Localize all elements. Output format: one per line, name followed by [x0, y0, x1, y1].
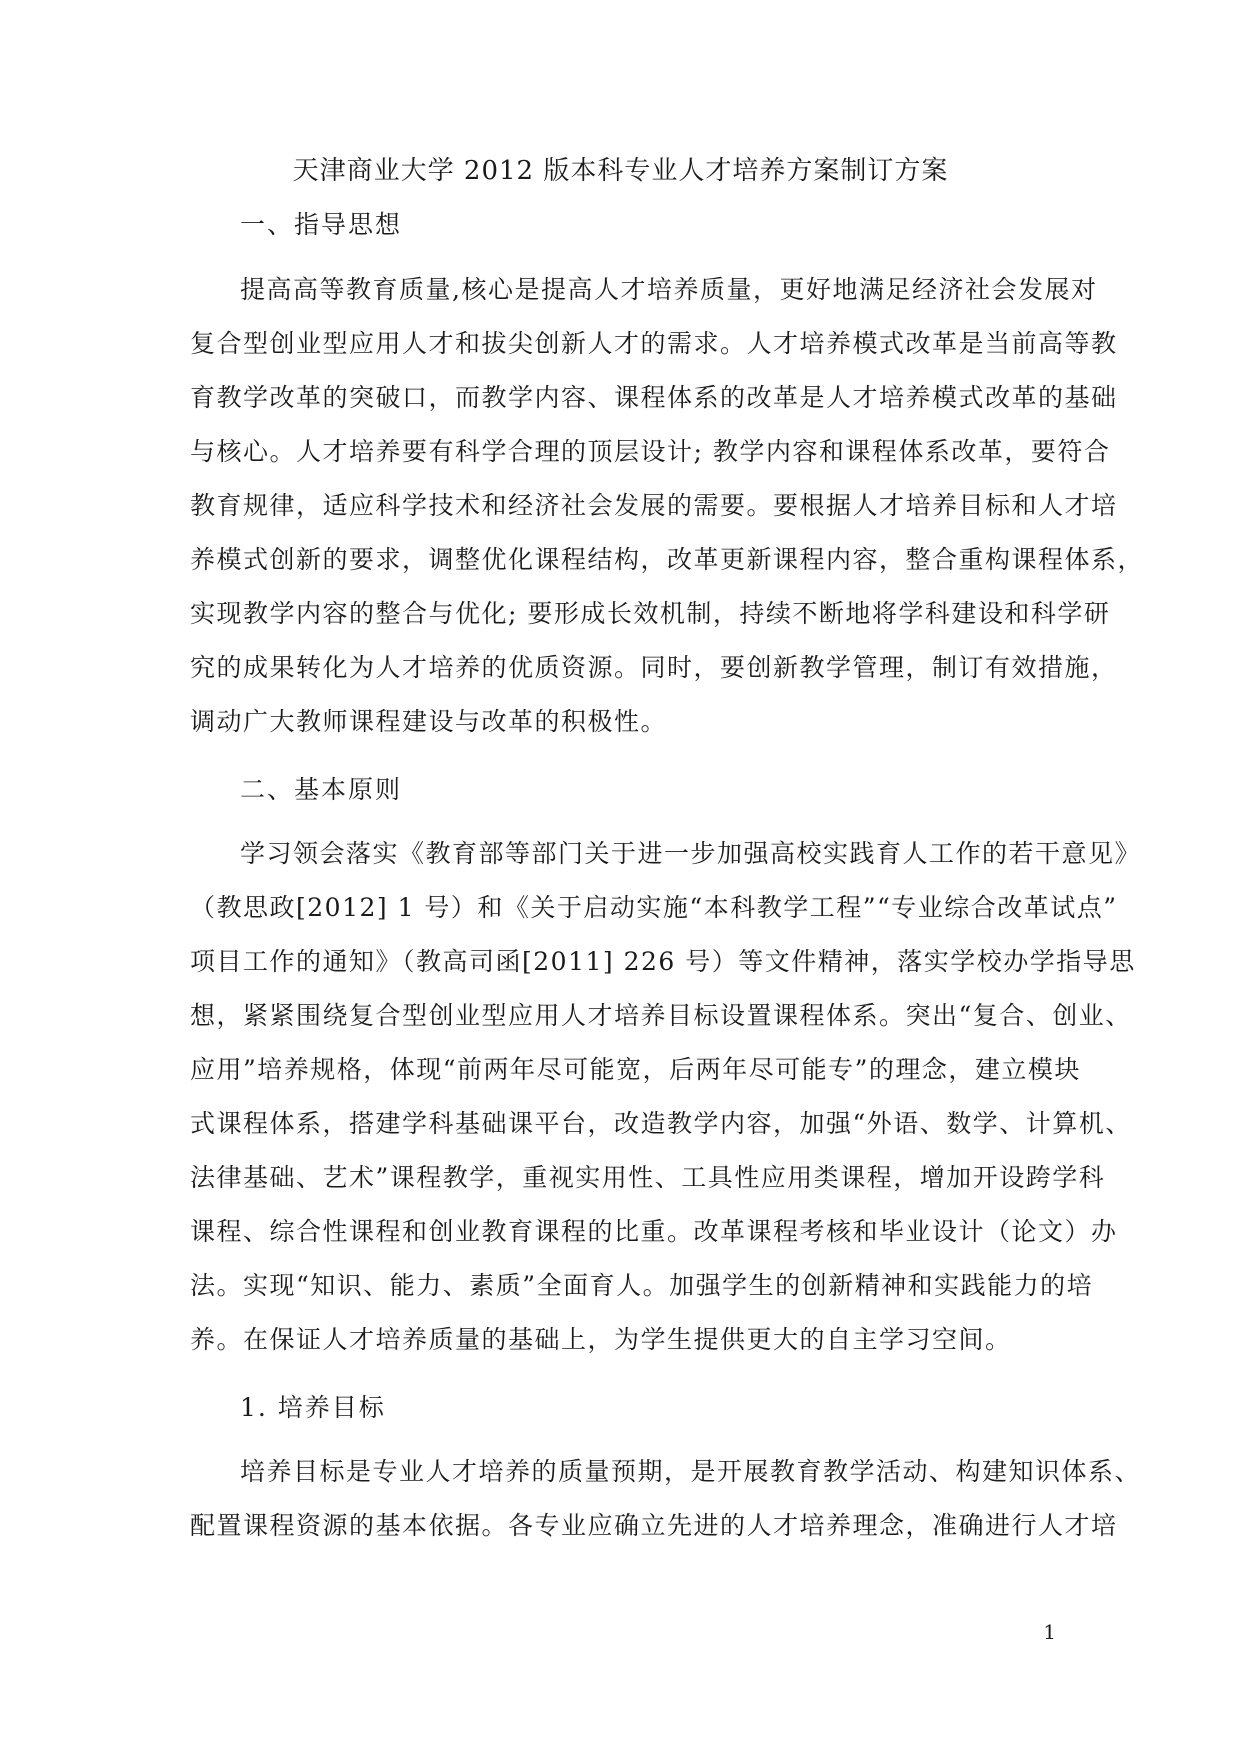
section-body-training-goals: [190, 1445, 1142, 1553]
paragraph-line: 养。在保证人才培养质量的基础上，为学生提供更大的自主学习空间。: [190, 1325, 1012, 1354]
paragraph-line: 学习领会落实《教育部等部门关于进一步加强高校实践育人工作的若干意见》: [240, 839, 1142, 868]
paragraph-line: 实现教学内容的整合与优化; 要形成长效机制，持续不断地将学科建设和科学研: [190, 599, 1111, 628]
paragraph-line: 培养目标是专业人才培养的质量预期，是开展教育教学活动、构建知识体系、: [240, 1457, 1142, 1486]
section-heading-basic-principles: 二、基本原则: [240, 775, 403, 804]
paragraph-line: 提高高等教育质量,核心是提高人才培养质量，更好地满足经济社会发展对: [240, 275, 1098, 304]
section-body-guiding-ideology: [190, 263, 1145, 749]
page-number: 1: [1043, 1620, 1056, 1644]
section-body-basic-principles: [190, 827, 1142, 1367]
paragraph-line: 项目工作的通知》（教高司函[2011] 226 号）等文件精神，落实学校办学指导思: [190, 947, 1136, 976]
paragraph-line: 式课程体系，搭建学科基础课平台，改造教学内容，加强“外语、数学、计算机、: [190, 1109, 1132, 1138]
paragraph-line: 应用”培养规格，体现“前两年尽可能宽，后两年尽可能专”的理念，建立模块: [190, 1055, 1081, 1084]
section-heading-training-goals: 1. 培养目标: [240, 1393, 386, 1422]
paragraph-line: 调动广大教师课程建设与改革的积极性。: [190, 707, 668, 736]
paragraph-line: 究的成果转化为人才培养的优质资源。同时，要创新教学管理，制订有效措施，: [190, 653, 1118, 682]
paragraph-line: 复合型创业型应用人才和拔尖创新人才的需求。人才培养模式改革是当前高等教: [190, 329, 1118, 358]
paragraph-line: 与核心。人才培养要有科学合理的顶层设计; 教学内容和课程体系改革，要符合: [190, 437, 1111, 466]
paragraph-line: 配置课程资源的基本依据。各专业应确立先进的人才培养理念，准确进行人才培: [190, 1511, 1118, 1540]
paragraph-line: 课程、综合性课程和创业教育课程的比重。改革课程考核和毕业设计（论文）办: [190, 1217, 1118, 1246]
paragraph-line: 法。实现“知识、能力、素质”全面育人。加强学生的创新精神和实践能力的培: [190, 1271, 1094, 1300]
paragraph-line: 教育规律，适应科学技术和经济社会发展的需要。要根据人才培养目标和人才培: [190, 491, 1118, 520]
document-title: 天津商业大学 2012 版本科专业人才培养方案制订方案: [292, 156, 949, 186]
paragraph-line: 养模式创新的要求，调整优化课程结构，改革更新课程内容，整合重构课程体系，: [190, 545, 1145, 574]
paragraph-line: 法律基础、艺术”课程教学，重视实用性、工具性应用类课程，增加开设跨学科: [190, 1163, 1106, 1192]
paragraph-line: 育教学改革的突破口，而教学内容、课程体系的改革是人才培养模式改革的基础: [190, 383, 1118, 412]
paragraph-line: （教思政[2012] 1 号）和《关于启动实施“本科教学工程”“专业综合改革试点”: [190, 893, 1118, 922]
section-heading-guiding-ideology: 一、指导思想: [240, 210, 403, 239]
paragraph-line: 想，紧紧围绕复合型创业型应用人才培养目标设置课程体系。突出“复合、创业、: [190, 1001, 1132, 1030]
